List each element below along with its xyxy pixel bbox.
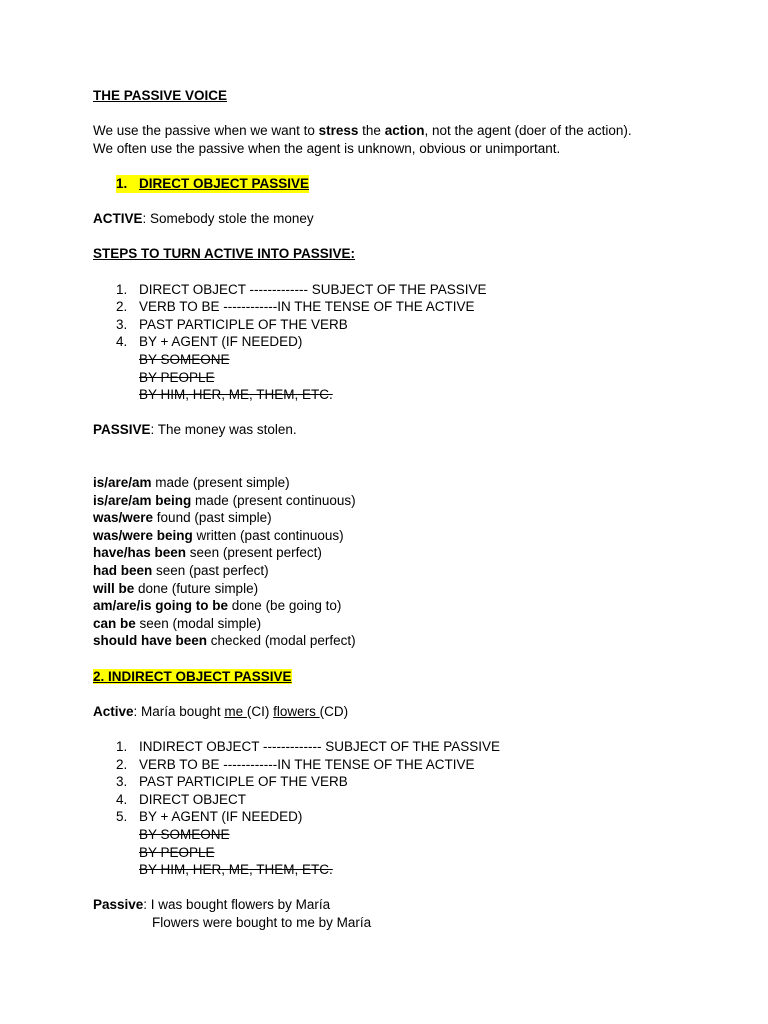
tense-desc: seen (past perfect) [152, 563, 269, 579]
tense-form: can be [93, 615, 136, 631]
tense-desc: found (past simple) [153, 510, 272, 526]
tense-form: was/were being [93, 527, 193, 543]
tense-row [93, 580, 733, 598]
tense-form: will be [93, 580, 135, 596]
section1-number: 1. [116, 175, 128, 191]
passive-sentence: : I was bought flowers by María [143, 897, 331, 913]
tense-desc: done (future simple) [134, 580, 259, 596]
passive-label: Passive [93, 897, 144, 913]
tense-form: am/are/is going to be [93, 598, 229, 614]
tense-form: was/were [93, 510, 154, 526]
active-ci-tag: (CI) [246, 703, 274, 719]
tense-desc: made (present simple) [151, 475, 290, 491]
section1-heading [116, 175, 309, 193]
section2-steps-list [93, 738, 733, 826]
intro-line-2: We often use the passive when the agent is unknown, obvious or unimportant. [93, 140, 561, 156]
list-text: VERB TO BE ------------IN THE TENSE OF THE ACTIVE [139, 756, 475, 772]
tense-row [93, 492, 733, 510]
active-label: ACTIVE [93, 211, 143, 227]
section2-passive [93, 896, 733, 914]
tense-desc: written (past continuous) [192, 527, 344, 543]
list-number: 4. [116, 791, 128, 807]
active-sentence: : María bought [133, 703, 225, 719]
list-text: BY + AGENT (IF NEEDED) [139, 809, 303, 825]
intro-bold-action: action [384, 123, 425, 139]
tense-desc: made (present continuous) [191, 492, 356, 508]
list-item [93, 281, 733, 299]
active-cd-word: flowers [273, 703, 320, 719]
struck-line: BY SOMEONE [139, 826, 230, 842]
tense-row [93, 615, 733, 633]
tense-row [93, 632, 733, 650]
section2-active [93, 703, 733, 721]
list-text: PAST PARTICIPLE OF THE VERB [139, 774, 348, 790]
tense-form: should have been [93, 633, 208, 649]
tense-row [93, 527, 733, 545]
list-text: VERB TO BE ------------IN THE TENSE OF THE ACTIVE [139, 299, 475, 315]
list-number: 1. [116, 281, 128, 297]
list-text: DIRECT OBJECT ------------- SUBJECT OF THE PASSIVE [139, 281, 487, 297]
list-text: INDIRECT OBJECT ------------- SUBJECT OF THE PASSIVE [139, 738, 501, 754]
list-item [93, 808, 733, 826]
tense-desc: checked (modal perfect) [207, 633, 356, 649]
tense-row [93, 562, 733, 580]
section2-heading: 2. INDIRECT OBJECT PASSIVE [93, 668, 292, 684]
tense-row [93, 509, 733, 527]
active-label: Active [93, 703, 134, 719]
list-item [93, 773, 733, 791]
section1-heading-row [93, 175, 733, 193]
struck-line: BY HIM, HER, ME, THEM, ETC. [139, 387, 333, 403]
document-title: THE PASSIVE VOICE [93, 88, 228, 103]
active-sentence: : Somebody stole the money [142, 211, 314, 227]
intro-text: , not the agent (doer of the action). [424, 123, 632, 139]
active-cd-tag: (CD) [319, 703, 349, 719]
tense-form: have/has been [93, 545, 187, 561]
struck-line: BY SOMEONE [139, 351, 230, 367]
passive-sentence: : The money was stolen. [150, 422, 297, 438]
tense-row [93, 474, 733, 492]
section1-active [93, 210, 733, 228]
intro-text: the [358, 123, 385, 139]
tenses-list [93, 474, 733, 650]
list-number: 2. [116, 756, 128, 772]
section2-heading-row [93, 668, 733, 686]
passive-label: PASSIVE [93, 422, 151, 438]
tense-desc: seen (present perfect) [186, 545, 322, 561]
list-item [93, 738, 733, 756]
tense-form: is/are/am being [93, 492, 192, 508]
list-number: 2. [116, 299, 128, 315]
list-item [93, 298, 733, 316]
tense-row [93, 544, 733, 562]
list-text: DIRECT OBJECT [139, 791, 247, 807]
section1-heading-label: DIRECT OBJECT PASSIVE [139, 175, 310, 191]
tense-form: is/are/am [93, 475, 152, 491]
tense-row [93, 597, 733, 615]
list-number: 3. [116, 316, 128, 332]
list-number: 1. [116, 738, 128, 754]
section1-steps-list [93, 281, 733, 351]
list-number: 5. [116, 809, 128, 825]
steps-heading: STEPS TO TURN ACTIVE INTO PASSIVE: [93, 246, 356, 262]
tense-desc: done (be going to) [228, 598, 342, 614]
list-item [93, 756, 733, 774]
list-item [93, 791, 733, 809]
active-ci-word: me [224, 703, 247, 719]
list-number: 3. [116, 774, 128, 790]
document-page [93, 87, 733, 932]
list-text: PAST PARTICIPLE OF THE VERB [139, 316, 348, 332]
tense-form: had been [93, 563, 153, 579]
list-item [93, 333, 733, 351]
list-text: BY + AGENT (IF NEEDED) [139, 334, 303, 350]
struck-line: BY PEOPLE [139, 844, 215, 860]
intro-line-1 [93, 122, 733, 140]
struck-line: BY PEOPLE [139, 369, 215, 385]
intro-bold-stress: stress [318, 123, 359, 139]
struck-line: BY HIM, HER, ME, THEM, ETC. [139, 862, 333, 878]
list-item [93, 316, 733, 334]
intro-text: We use the passive when we want to [93, 123, 319, 139]
tense-desc: seen (modal simple) [135, 615, 262, 631]
list-number: 4. [116, 334, 128, 350]
section2-passive-line-2: Flowers were bought to me by María [152, 914, 372, 930]
section1-passive [93, 421, 733, 439]
